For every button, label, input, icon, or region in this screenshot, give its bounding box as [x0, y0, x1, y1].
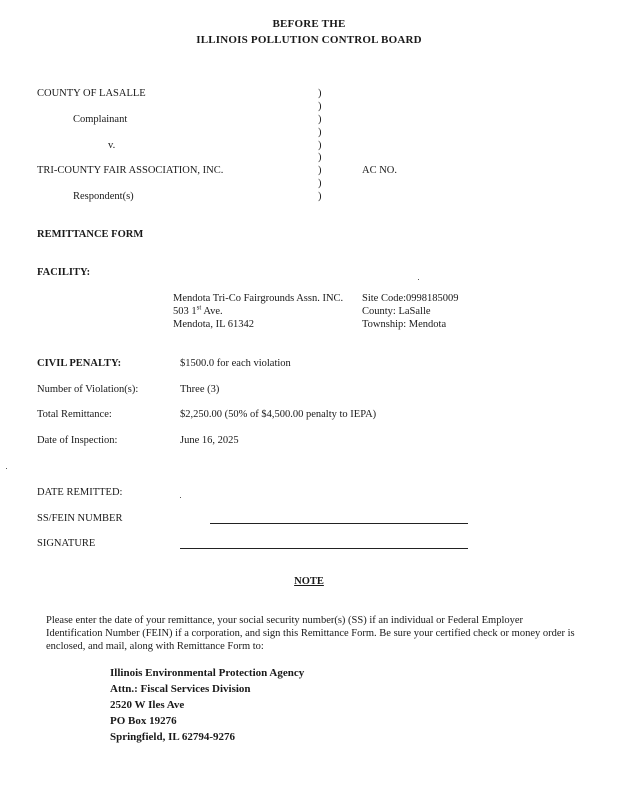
form-title: REMITTANCE FORM — [37, 229, 144, 240]
civil-penalty-label: CIVIL PENALTY: — [37, 358, 122, 369]
paren: ) — [318, 152, 322, 163]
civil-penalty-value: $1500.0 for each violation — [180, 358, 291, 369]
paren: ) — [318, 101, 322, 112]
signature-input-line[interactable] — [180, 548, 468, 549]
facility-city: Mendota, IL 61342 — [173, 319, 254, 330]
inspection-date-label: Date of Inspection: — [37, 435, 118, 446]
facility-township: Township: Mendota — [362, 319, 447, 330]
header-line-1: BEFORE THE — [272, 18, 346, 30]
violations-value: Three (3) — [180, 384, 220, 395]
street-number: 503 1 — [173, 306, 197, 317]
note-title — [0, 576, 618, 588]
facility-label: FACILITY: — [37, 267, 91, 278]
versus-label: v. — [108, 140, 116, 151]
scan-speck — [418, 279, 419, 280]
total-remittance-value: $2,250.00 (50% of $4,500.00 penalty to IEPA) — [180, 409, 377, 420]
address-line-5: Springfield, IL 62794-9276 — [110, 731, 235, 743]
facility-name: Mendota Tri-Co Fairgrounds Assn. INC. — [173, 293, 344, 304]
facility-county: County: LaSalle — [362, 306, 431, 317]
date-remitted-mark — [180, 497, 181, 498]
violations-label: Number of Violation(s): — [37, 384, 139, 395]
paren: ) — [318, 88, 322, 99]
respondent-label: Respondent(s) — [73, 191, 134, 202]
address-line-2: Attn.: Fiscal Services Division — [110, 683, 251, 695]
site-code: Site Code:0998185009 — [362, 293, 459, 304]
address-line-4: PO Box 19276 — [110, 715, 177, 727]
facility-street — [173, 303, 223, 318]
signature-label: SIGNATURE — [37, 538, 96, 549]
total-remittance-label: Total Remittance: — [37, 409, 112, 420]
paren: ) — [318, 114, 322, 125]
scan-speck — [6, 468, 7, 469]
header-line-2: ILLINOIS POLLUTION CONTROL BOARD — [196, 34, 422, 46]
paren: ) — [318, 191, 322, 202]
note-text: Please enter the date of your remittance, your social security number(s) (SS) if an individual or Federal Employer Identification Number (FEIN) if a corporation, and sign this Remittance Form. Be sure your certified check or money order is enclosed, and mail, along with Remittance Form to: — [46, 615, 575, 652]
street-superscript: st — [196, 303, 202, 312]
ss-fein-input-line[interactable] — [210, 523, 468, 524]
paren: ) — [318, 127, 322, 138]
note-title-text: NOTE — [294, 576, 324, 587]
ss-fein-label: SS/FEIN NUMBER — [37, 513, 123, 524]
inspection-date-value: June 16, 2025 — [180, 435, 239, 446]
paren: ) — [318, 165, 322, 176]
date-remitted-label: DATE REMITTED: — [37, 487, 123, 498]
complainant-name: COUNTY OF LASALLE — [37, 88, 146, 99]
paren: ) — [318, 140, 322, 151]
respondent-name: TRI-COUNTY FAIR ASSOCIATION, INC. — [37, 165, 224, 176]
paren: ) — [318, 178, 322, 189]
address-line-1: Illinois Environmental Protection Agency — [110, 667, 305, 679]
address-line-3: 2520 W Iles Ave — [110, 699, 185, 711]
street-suffix: Ave. — [201, 306, 223, 317]
case-number-label: AC NO. — [362, 165, 398, 176]
complainant-label: Complainant — [73, 114, 128, 125]
